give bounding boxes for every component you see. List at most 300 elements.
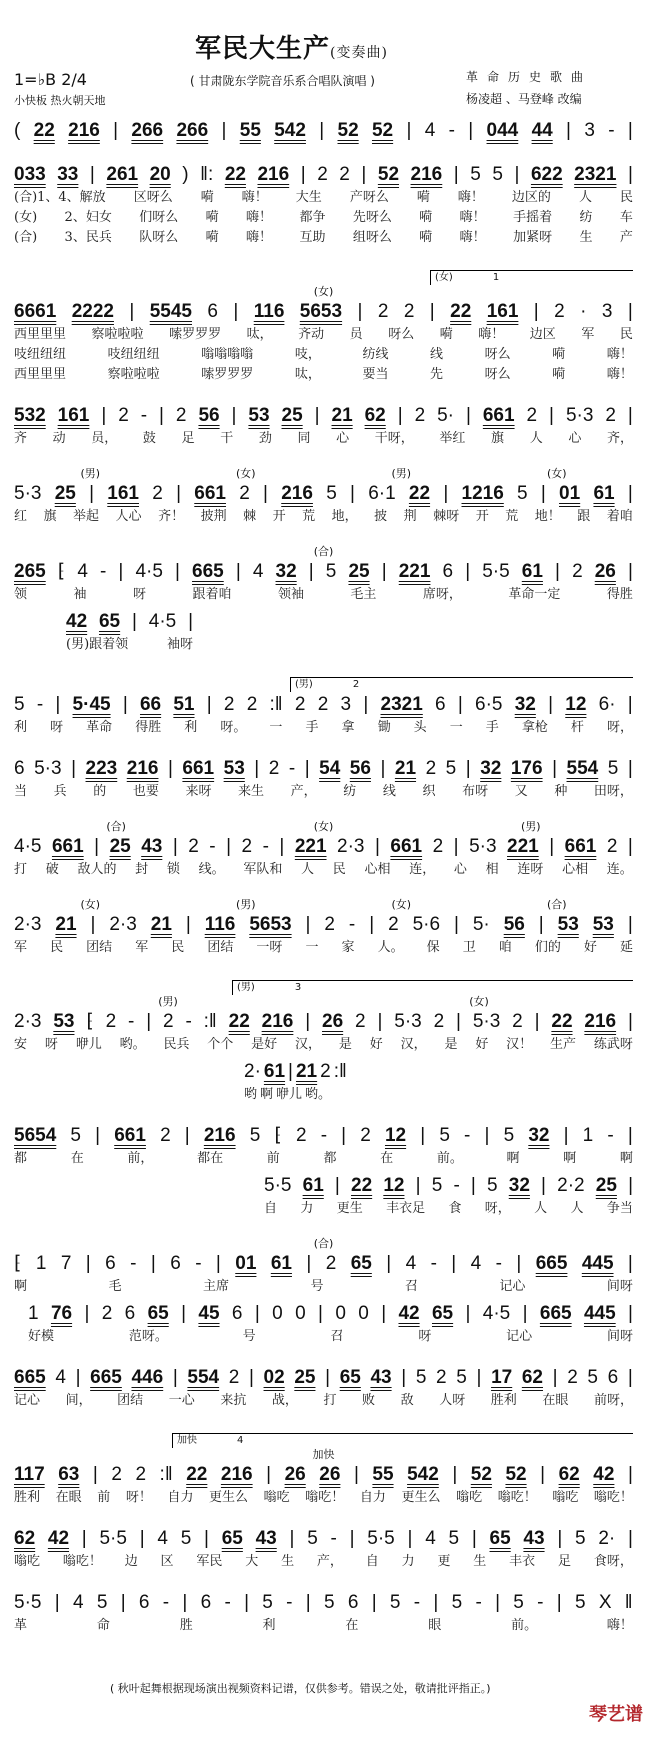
note-group: 4 bbox=[72, 1592, 84, 1613]
note-group: 665 bbox=[192, 561, 224, 582]
lyric-word: 嗬 bbox=[419, 230, 433, 245]
note-group: 20 bbox=[149, 164, 171, 185]
note-group: 5· bbox=[472, 914, 490, 935]
note-group: 2 bbox=[377, 301, 389, 322]
system-16 bbox=[14, 1590, 633, 1636]
notation-line bbox=[264, 1173, 633, 1199]
barline: | bbox=[468, 120, 474, 141]
lyric-line bbox=[14, 585, 633, 605]
barline: | bbox=[374, 836, 380, 857]
note-group: 216 bbox=[410, 164, 443, 185]
note-group: 26 bbox=[322, 1011, 344, 1032]
lyric-word: 产呀么 bbox=[349, 190, 389, 205]
lyric-line bbox=[14, 507, 633, 527]
barline: | bbox=[319, 120, 325, 141]
barline: | bbox=[538, 914, 544, 935]
note-group: 4 bbox=[252, 561, 264, 582]
barline: | bbox=[465, 1303, 471, 1324]
barline: | bbox=[552, 758, 558, 779]
barline: | bbox=[92, 1464, 98, 1485]
note-group: 2 bbox=[163, 1011, 174, 1032]
note-group: 161 bbox=[57, 405, 90, 426]
barline: | bbox=[361, 164, 367, 185]
note-group: 5653 bbox=[249, 914, 292, 935]
lyric-word: 纺 bbox=[579, 210, 593, 225]
barline: | bbox=[300, 164, 306, 185]
note-group: 26 bbox=[319, 1464, 341, 1485]
lyric-word: 在 bbox=[70, 1151, 84, 1166]
note-group: 5 bbox=[574, 1592, 586, 1613]
note-group: 665 bbox=[14, 1367, 46, 1388]
lyric-line bbox=[66, 635, 193, 655]
lyric-word: 哟。 bbox=[119, 1037, 146, 1052]
lyric-word: 革命一定 bbox=[508, 587, 561, 602]
barline: ⁅ bbox=[14, 1253, 22, 1274]
barline: | bbox=[555, 561, 560, 582]
note-group: 5 bbox=[503, 1125, 515, 1146]
barline: | bbox=[113, 120, 119, 141]
barline: | bbox=[167, 758, 173, 779]
lyric-word: 败 bbox=[362, 1393, 376, 1408]
note-group: 65 bbox=[431, 1303, 454, 1324]
notation-line bbox=[28, 1301, 633, 1327]
barline: | bbox=[288, 1061, 293, 1082]
barline: | bbox=[627, 1125, 633, 1146]
note-group: 2 bbox=[512, 1011, 523, 1032]
barline: | bbox=[443, 483, 449, 504]
lyric-word: 区呀么 bbox=[133, 190, 173, 205]
lyric-word: 家 bbox=[341, 940, 355, 955]
lyric-word: 荆 bbox=[403, 509, 417, 524]
lyric-word: 自力 bbox=[167, 1490, 194, 1505]
barline: - bbox=[453, 1175, 460, 1196]
barline: | bbox=[289, 1528, 295, 1549]
note-group: 12 bbox=[384, 1125, 407, 1146]
part-label: (女) bbox=[469, 995, 489, 1008]
note-group: 6 bbox=[207, 301, 218, 322]
lyric-word: 的 bbox=[93, 784, 107, 799]
barline: | bbox=[451, 1253, 457, 1274]
lyric-word: 延 bbox=[619, 940, 633, 955]
barline: | bbox=[401, 1367, 407, 1388]
lyric-word: 命 bbox=[96, 1618, 110, 1633]
lyric-word: 召 bbox=[404, 1279, 418, 1294]
volta-label: (男) bbox=[295, 679, 313, 690]
note-group: 661 bbox=[51, 836, 84, 857]
note-group: 2·3 bbox=[14, 914, 42, 935]
barline: :‖ bbox=[159, 1464, 173, 1485]
note-group: 2 bbox=[295, 1125, 307, 1146]
note-group: 5 bbox=[487, 1175, 498, 1196]
part-label: (女) bbox=[235, 467, 256, 480]
barline: | bbox=[122, 694, 128, 715]
lyric-word: 嗡吃！ bbox=[62, 1554, 102, 1569]
note-group: 2 bbox=[101, 1303, 113, 1324]
note-group: 554 bbox=[566, 758, 599, 779]
lyric-word: 民 bbox=[50, 940, 64, 955]
notation-line bbox=[14, 299, 633, 325]
note-group: 43 bbox=[141, 836, 163, 857]
barline: - bbox=[262, 836, 269, 857]
barline: | bbox=[318, 1303, 323, 1324]
lyric-word: 团结 bbox=[86, 940, 113, 955]
note-group: 216 bbox=[261, 1011, 294, 1032]
part-label: (男) bbox=[158, 995, 178, 1008]
volta-number: 3 bbox=[294, 982, 302, 993]
note-group: 6·1 bbox=[368, 483, 396, 504]
lyric-word: 种 bbox=[554, 784, 568, 799]
note-group: 6 bbox=[607, 1367, 619, 1388]
barline: | bbox=[279, 836, 285, 857]
barline: | bbox=[188, 611, 193, 632]
note-group: 55 bbox=[372, 1464, 394, 1485]
note-group: 665 bbox=[90, 1367, 122, 1388]
lyric-line bbox=[14, 365, 633, 385]
lyric-word: 前， bbox=[127, 1151, 154, 1166]
lyric-word: 啊 bbox=[563, 1151, 577, 1166]
note-group: 2 bbox=[606, 836, 618, 857]
barline: | bbox=[452, 1464, 458, 1485]
lyric-word: 人 bbox=[529, 431, 543, 446]
barline: :‖ bbox=[203, 1011, 217, 1032]
note-group: 5 bbox=[180, 1528, 192, 1549]
note-group: 43 bbox=[255, 1528, 277, 1549]
note-group: 2· bbox=[598, 1528, 616, 1549]
barline: | bbox=[627, 1528, 633, 1549]
note-group: 2 bbox=[526, 405, 538, 426]
part-labels bbox=[14, 285, 633, 299]
note-group: 2 bbox=[414, 405, 426, 426]
lyric-word: 吱纽纽纽 bbox=[14, 347, 67, 362]
part-label: (合) bbox=[313, 545, 334, 558]
lyric-word: 布呀 bbox=[462, 784, 489, 799]
lyric-word: 前 bbox=[266, 1151, 280, 1166]
barline: ‖: bbox=[200, 164, 214, 185]
lyric-word: 西里里里 bbox=[14, 327, 67, 342]
barline: | bbox=[549, 405, 554, 426]
note-group: 221 bbox=[507, 836, 539, 857]
note-group: 2 bbox=[317, 694, 329, 715]
note-group: 5·5 bbox=[482, 561, 510, 582]
lyric-word: 举起 bbox=[73, 509, 100, 524]
lyric-line bbox=[264, 1199, 633, 1219]
part-labels bbox=[14, 467, 633, 481]
barline: - bbox=[195, 1253, 202, 1274]
lyric-word: (女) bbox=[14, 210, 38, 225]
volta-label: (女) bbox=[435, 272, 453, 283]
barline: - bbox=[286, 1592, 293, 1613]
note-group: 55 bbox=[239, 120, 261, 141]
note-group: 4 bbox=[470, 1253, 482, 1274]
note-group: 26 bbox=[594, 561, 616, 582]
lyric-word: 边区 bbox=[529, 327, 556, 342]
note-group: 53 bbox=[592, 914, 614, 935]
lyric-word: 破 bbox=[45, 862, 59, 877]
note-group: 26 bbox=[284, 1464, 306, 1485]
barline: - bbox=[288, 758, 296, 779]
note-group: 2·3 bbox=[337, 836, 365, 857]
lyric-word: 是 bbox=[338, 1037, 352, 1052]
lyric-word: 都 bbox=[14, 1151, 28, 1166]
lyric-word: 袖 bbox=[73, 587, 87, 602]
lyric-word: 得胜 bbox=[606, 587, 633, 602]
lyric-word: 察啦啦啦 bbox=[91, 327, 144, 342]
note-group: 554 bbox=[187, 1367, 220, 1388]
lyric-word: 生 bbox=[473, 1554, 487, 1569]
lyric-word: 棘 bbox=[243, 509, 257, 524]
lyric-word: 要当 bbox=[362, 367, 389, 382]
note-group: 42 bbox=[47, 1528, 70, 1549]
note-group: 25 bbox=[109, 836, 131, 857]
part-labels bbox=[14, 1448, 633, 1462]
lyric-word: 线 bbox=[382, 784, 396, 799]
lyric-word: 间， bbox=[65, 1393, 92, 1408]
lyric-word: 都在 bbox=[197, 1151, 224, 1166]
lyric-word: 也要 bbox=[132, 784, 159, 799]
lyric-word: 棘呀 bbox=[433, 509, 460, 524]
note-group: 2 bbox=[432, 836, 444, 857]
barline: | bbox=[263, 483, 268, 504]
lyric-word: 区 bbox=[160, 1554, 174, 1569]
note-group: 22 bbox=[351, 1175, 373, 1196]
note-group: 266 bbox=[131, 120, 164, 141]
note-group: 0 bbox=[272, 1303, 283, 1324]
lyric-word: 嗡吃！ bbox=[305, 1490, 345, 1505]
barline: | bbox=[150, 1253, 156, 1274]
lyric-word: 嗬 bbox=[205, 230, 219, 245]
barline: | bbox=[556, 1592, 562, 1613]
note-group: 5·5 bbox=[14, 1592, 42, 1613]
note-group: 2 bbox=[268, 758, 280, 779]
note-group: 22 bbox=[551, 1011, 573, 1032]
lyric-word: 敌人的 bbox=[77, 862, 117, 877]
note-group: 52 bbox=[470, 1464, 492, 1485]
note-group: 6 bbox=[124, 1303, 136, 1324]
lyric-word: 地！ bbox=[534, 509, 561, 524]
barline: | bbox=[172, 1367, 178, 1388]
lyric-word: 心相 bbox=[562, 862, 589, 877]
sub-staff-2 bbox=[264, 1173, 633, 1219]
barline: - bbox=[185, 1011, 192, 1032]
barline: | bbox=[386, 1253, 392, 1274]
barline: | bbox=[54, 1592, 60, 1613]
barline: | bbox=[533, 301, 539, 322]
note-group: 542 bbox=[407, 1464, 439, 1485]
lyric-word: 一心 bbox=[168, 1393, 195, 1408]
lyric-word: 员 bbox=[349, 327, 363, 342]
note-group: 5 bbox=[445, 758, 457, 779]
barline: - bbox=[130, 1253, 137, 1274]
note-group: 2 bbox=[111, 1464, 122, 1485]
lyric-word: 荒 bbox=[302, 509, 316, 524]
system-7 bbox=[14, 756, 633, 802]
note-group: 54 bbox=[319, 758, 341, 779]
barline: | bbox=[627, 1011, 633, 1032]
note-group: 32 bbox=[480, 758, 502, 779]
barline: | bbox=[305, 1011, 311, 1032]
lyric-word: 在 bbox=[345, 1618, 359, 1633]
lyric-word: 嗬 bbox=[552, 367, 566, 382]
lyric-word: 嗡吃 bbox=[263, 1490, 290, 1505]
note-group: 5 bbox=[517, 483, 528, 504]
note-group: 56 bbox=[503, 914, 525, 935]
lyric-word: 是 bbox=[444, 1037, 458, 1052]
barline: | bbox=[254, 758, 260, 779]
note-group: 65 bbox=[221, 1528, 243, 1549]
lyric-word: 来抗 bbox=[220, 1393, 247, 1408]
lyric-word: 咿儿 bbox=[75, 1037, 102, 1052]
notation-line bbox=[14, 481, 633, 507]
barline: | bbox=[184, 1125, 190, 1146]
lyric-word: 团结 bbox=[207, 940, 234, 955]
notation-line bbox=[14, 118, 633, 144]
notation-line bbox=[14, 912, 633, 938]
note-group: 6 bbox=[105, 1253, 116, 1274]
barline: | bbox=[120, 1592, 126, 1613]
lyric-word: 召 bbox=[330, 1329, 344, 1344]
lyric-word: 干 bbox=[220, 431, 234, 446]
lyric-word: 田呀， bbox=[593, 784, 633, 799]
barline: | bbox=[516, 1253, 522, 1274]
note-group: 5 bbox=[262, 1592, 273, 1613]
lyric-word: 团结 bbox=[117, 1393, 144, 1408]
lyric-word: 嗨！ bbox=[606, 1618, 633, 1633]
barline: | bbox=[350, 483, 355, 504]
note-group: 5 bbox=[575, 1528, 586, 1549]
lyric-word: 呀！ bbox=[125, 1490, 152, 1505]
lyric-word: 利 bbox=[14, 720, 28, 735]
note-group: 4·5 bbox=[148, 611, 177, 632]
note-group: 5 bbox=[439, 1125, 450, 1146]
lyric-word: 齐动 bbox=[298, 327, 325, 342]
lyric-word: 披 bbox=[374, 509, 388, 524]
note-group: 161 bbox=[107, 483, 139, 504]
note-group: 216 bbox=[126, 758, 159, 779]
barline: | bbox=[549, 836, 555, 857]
lyric-word: 前 bbox=[97, 1490, 111, 1505]
lyric-word: 记心 bbox=[506, 1329, 533, 1344]
note-group: 2 bbox=[554, 301, 565, 322]
lyric-word: 纺 bbox=[343, 784, 357, 799]
note-group: 5·3 bbox=[565, 405, 594, 426]
note-group: 446 bbox=[131, 1367, 164, 1388]
lyric-word: 红 bbox=[14, 509, 28, 524]
lyric-word: 咿儿 bbox=[276, 1087, 303, 1102]
notation-line bbox=[14, 1123, 633, 1149]
part-label: (男) bbox=[80, 467, 101, 480]
barline: | bbox=[627, 694, 633, 715]
lyric-word: 嗨！ bbox=[459, 230, 486, 245]
notation-line bbox=[14, 756, 633, 782]
lyric-word: 嗨！ bbox=[606, 347, 633, 362]
lyric-word: 嗡吃 bbox=[552, 1490, 579, 1505]
note-group: 22 bbox=[33, 120, 55, 141]
note-group: 5545 bbox=[149, 301, 192, 322]
lyric-line bbox=[14, 208, 633, 228]
note-group: 5·3 bbox=[394, 1011, 422, 1032]
note-group: 266 bbox=[176, 120, 209, 141]
note-group: 0 bbox=[358, 1303, 369, 1324]
barline: - bbox=[330, 1528, 337, 1549]
lyric-word: 丰衣 bbox=[509, 1554, 536, 1569]
lyric-word: 加紧呀 bbox=[513, 230, 553, 245]
tempo-marking: 小快板 热火朝天地 bbox=[14, 94, 106, 107]
notation-line bbox=[14, 403, 633, 429]
note-group: 12 bbox=[565, 694, 587, 715]
footnote: ( 秋叶起舞根据现场演出视频资料记谱，仅供参考。错误之处，敬请批评指正。) bbox=[110, 1682, 491, 1695]
lyric-word: 人 bbox=[578, 190, 592, 205]
note-group: 5 bbox=[249, 1125, 261, 1146]
note-group: 5·3 bbox=[34, 758, 62, 779]
note-group: 2·3 bbox=[14, 1011, 42, 1032]
barline: - bbox=[413, 1592, 421, 1613]
note-group: 2321 bbox=[574, 164, 617, 185]
barline: ‖ bbox=[624, 1592, 633, 1613]
note-group: 4 bbox=[55, 1367, 66, 1388]
note-group: 43 bbox=[523, 1528, 545, 1549]
barline: | bbox=[176, 483, 182, 504]
note-group: 56 bbox=[198, 405, 220, 426]
part-label: (合) bbox=[546, 898, 567, 911]
lyric-line bbox=[14, 718, 633, 738]
lyric-word: 披荆 bbox=[200, 509, 227, 524]
system-10 bbox=[14, 976, 633, 1105]
barline: | bbox=[175, 561, 180, 582]
lyric-line bbox=[14, 429, 633, 449]
barline: | bbox=[627, 758, 633, 779]
lyric-word: 开 bbox=[475, 509, 489, 524]
note-group: 665 bbox=[539, 1303, 572, 1324]
note-group: 6 bbox=[200, 1592, 212, 1613]
lyric-word: 心 bbox=[453, 862, 467, 877]
notation-line bbox=[14, 692, 633, 718]
subtitle: (变奏曲) bbox=[330, 45, 388, 61]
lyric-word: 动 bbox=[52, 431, 66, 446]
lyric-word: 产， bbox=[290, 784, 317, 799]
sub-staff-3 bbox=[28, 1301, 633, 1347]
note-group: 01 bbox=[235, 1253, 257, 1274]
lyric-word: 食 bbox=[448, 1201, 462, 1216]
system-11 bbox=[14, 1123, 633, 1219]
barline: | bbox=[415, 1175, 421, 1196]
note-group: 5 bbox=[323, 1592, 335, 1613]
note-group: 25 bbox=[281, 405, 303, 426]
note-group: 1 bbox=[582, 1125, 594, 1146]
barline: | bbox=[159, 405, 164, 426]
lyric-word: 大 bbox=[245, 1554, 259, 1569]
lyric-word: 啊 bbox=[260, 1087, 274, 1102]
barline: | bbox=[181, 1303, 187, 1324]
barline: | bbox=[85, 1253, 91, 1274]
barline: :‖ bbox=[269, 694, 283, 715]
lyric-word: 生产 bbox=[550, 1037, 577, 1052]
lyric-word: 心 bbox=[336, 431, 350, 446]
barline: | bbox=[429, 301, 435, 322]
barline: | bbox=[465, 561, 471, 582]
note-group: 6 bbox=[347, 1592, 359, 1613]
lyric-word: 生 bbox=[281, 1554, 295, 1569]
lyric-word: 嗡吃！ bbox=[497, 1490, 537, 1505]
lyric-word: 打 bbox=[323, 1393, 337, 1408]
note-group: X bbox=[598, 1592, 612, 1613]
lyric-word: 着咱 bbox=[606, 509, 633, 524]
lyric-word: 军 bbox=[14, 940, 28, 955]
part-label: 加快 bbox=[312, 1448, 335, 1461]
note-group: 5·3 bbox=[14, 483, 42, 504]
note-group: 5 bbox=[415, 1367, 427, 1388]
barline: | bbox=[353, 1464, 359, 1485]
lyric-word: 产 bbox=[619, 230, 633, 245]
